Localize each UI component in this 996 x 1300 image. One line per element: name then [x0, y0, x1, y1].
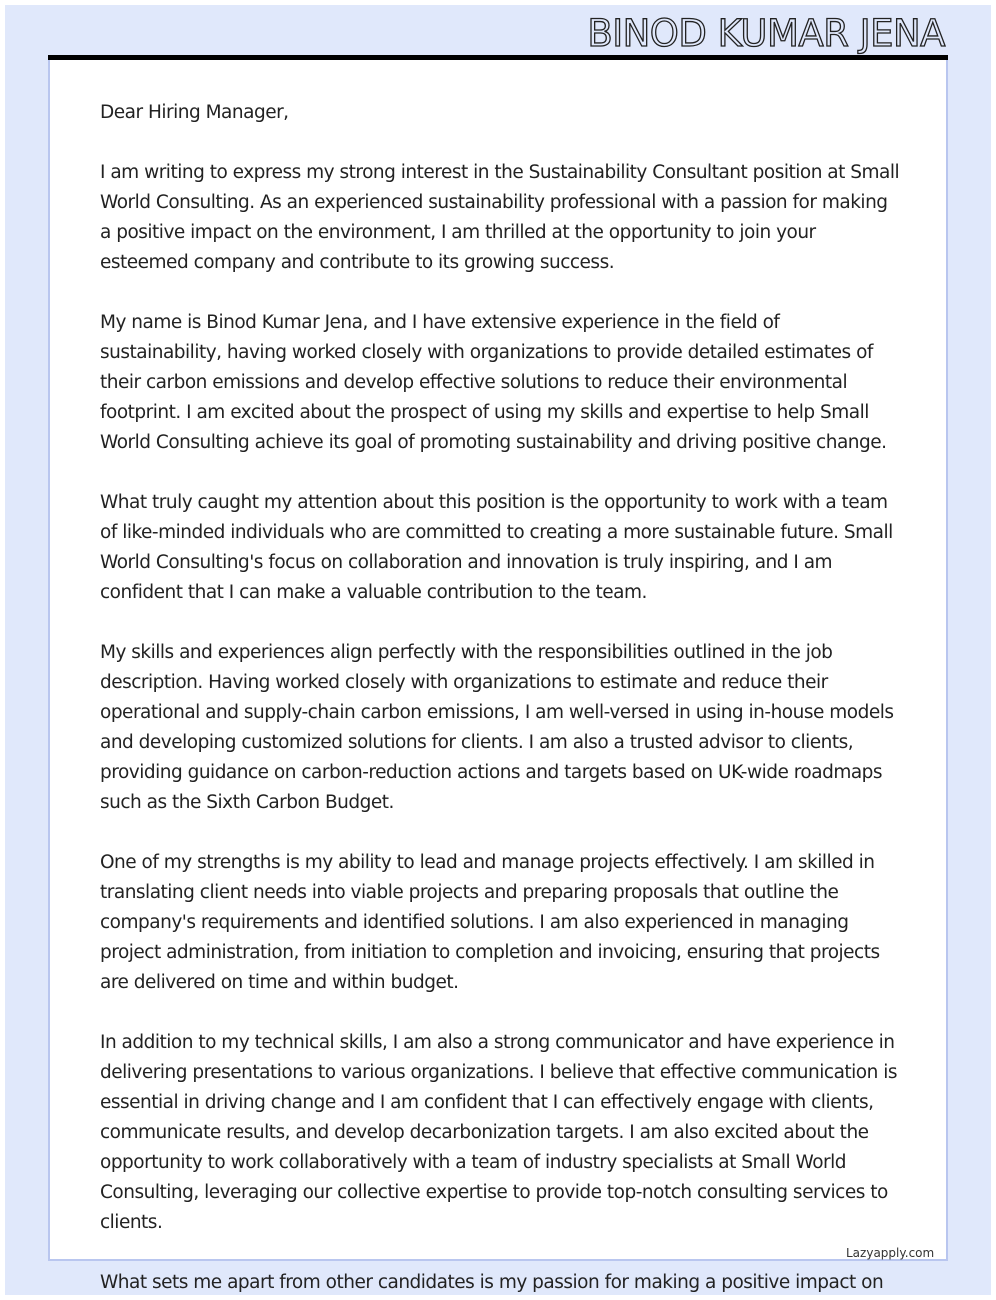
page-background [5, 5, 991, 1295]
letter-paragraph: My skills and experiences align perfectly with the responsibilities outlined in the job description. Having worked closely with organizations to estimate and reduce their operational and supply-chain carbon emissions, I am well-versed in using in-house models and developing customized solutions for clients. I am also a trusted advisor to clients, providing guidance on carbon-reduction actions and targets based on UK-wide roadmaps such as the Sixth Carbon Budget. [100, 642, 894, 813]
applicant-name: BINOD KUMAR JENA [587, 12, 945, 55]
letter-body [100, 98, 900, 1295]
letter-paragraph: My name is Binod Kumar Jena, and I have extensive experience in the field of sustainability, having worked closely with organizations to provide detailed estimates of their carbon emissions and develop effective solutions to reduce their environmental footprint. I am excited about the prospect of using my skills and expertise to help Small World Consulting achieve its goal of promoting sustainability and driving positive change. [100, 312, 887, 453]
letter-paragraph: I am writing to express my strong interest in the Sustainability Consultant position at Small World Consulting. As an experienced sustainability professional with a passion for making a positive impact on the environment, I am thrilled at the opportunity to join your esteemed company and contribute to its growing success. [100, 162, 900, 273]
letter-paragraph: One of my strengths is my ability to lead and manage projects effectively. I am skilled in translating client needs into viable projects and preparing proposals that outline the company's requirements and identified solutions. I am also experienced in managing project administration, from initiation to completion and invoicing, ensuring that projects are delivered on time and within budget. [100, 852, 880, 993]
letter-paragraph: In addition to my technical skills, I am also a strong communicator and have experience in delivering presentations to various organizations. I believe that effective communication is essential in driving change and I am confident that I can effectively engage with clients, communicate results, and develop decarbonization targets. I am also excited about the opportunity to work collaboratively with a team of industry specialists at Small World Consulting, leveraging our collective expertise to provide top-notch consulting services to clients. [100, 1032, 897, 1233]
watermark: Lazyapply.com [846, 1246, 935, 1260]
letter-paragraph: What sets me apart from other candidates is my passion for making a positive impact on [100, 1272, 884, 1293]
salutation: Dear Hiring Manager, [100, 102, 289, 123]
letter-paragraph: What truly caught my attention about this position is the opportunity to work with a team of like-minded individuals who are committed to creating a more sustainable future. Small World Consulting's focus on collaboration and innovation is truly inspiring, and I am confident that I can make a valuable contribution to the team. [100, 492, 893, 603]
